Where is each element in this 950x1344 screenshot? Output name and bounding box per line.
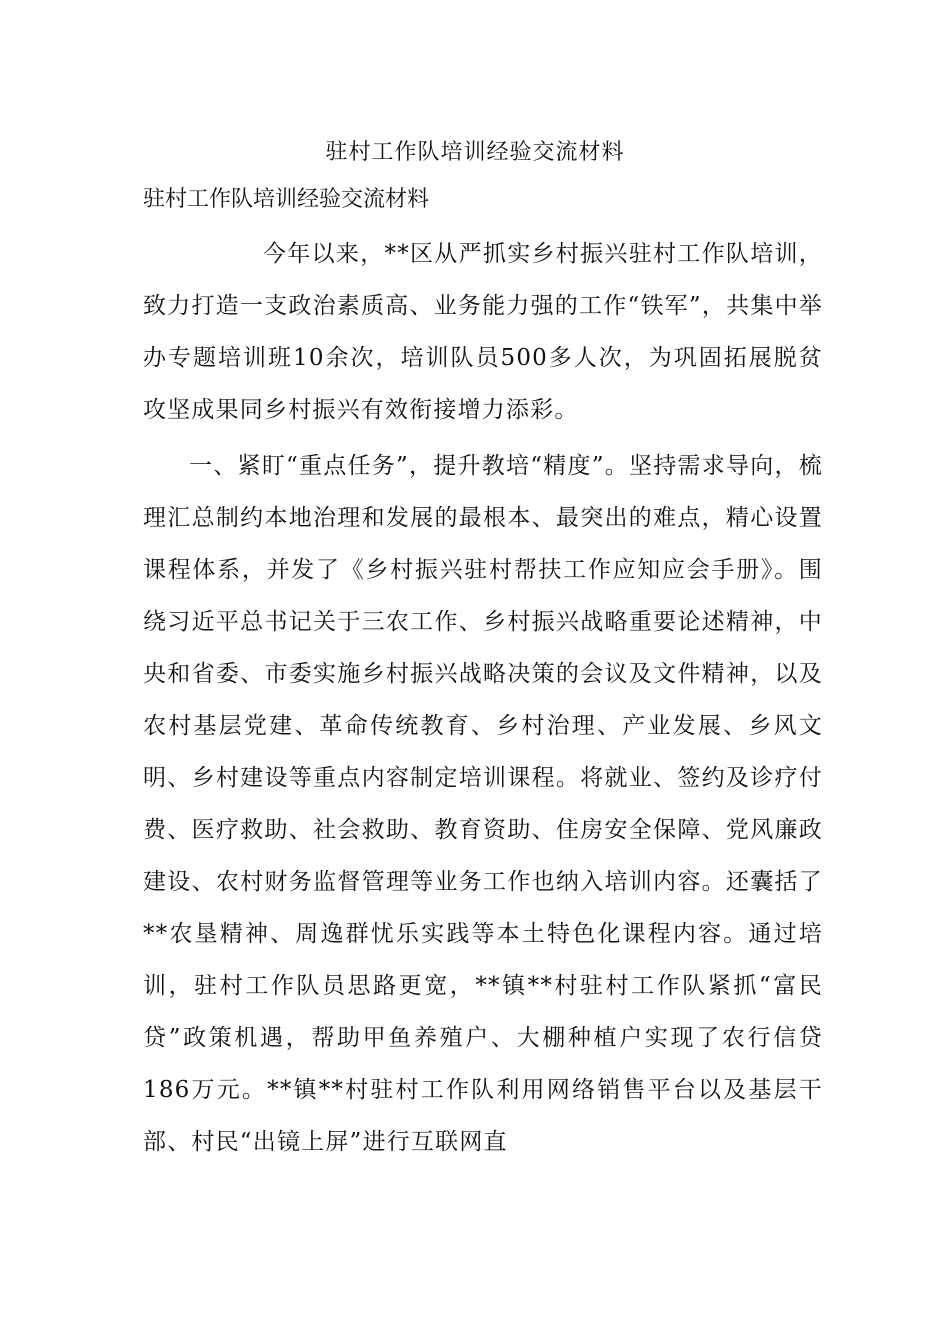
document-title: 驻村工作队培训经验交流材料 [325, 140, 625, 165]
section-one-paragraph: 一、紧盯“重点任务”，提升教培“精度”。坚持需求导向，梳理汇总制约本地治理和发展的最根本、最突出的难点，精心设置课程体系，并发了《乡村振兴驻村帮扶工作应知应会手册》。围绕习近平总书记关于三农工作、乡村振兴战略重要论述精神，中央和省委、市委实施乡村振兴战略决策的会议及文件精神，以及农村基层党建、革命传统教育、乡村治理、产业发展、乡风文明、乡村建设等重点内容制定培训课程。将就业、签约及诊疗付费、医疗救助、社会救助、教育资助、住房安全保障、党风廉政建设、农村财务监督管理等业务工作也纳入培训内容。还囊括了**农垦精神、周逸群忧乐实践等本土特色化课程内容。通过培训，驻村工作队员思路更宽，**镇**村驻村工作队紧抓“富民贷”政策机遇，帮助甲鱼养殖户、大棚种植户实现了农行信贷186万元。**镇**村驻村工作队利用网络销售平台以及基层干部、村民“出镜上屏”进行互联网直 [143, 453, 823, 1155]
intro-paragraph: 今年以来，**区从严抓实乡村振兴驻村工作队培训，致力打造一支政治素质高、业务能力强的工作“铁军”，共集中举办专题培训班10余次，培训队员500多人次，为巩固拓展脱贫攻坚成果同乡村振兴有效衔接增力添彩。 [143, 241, 823, 423]
document-body [143, 228, 823, 1168]
document-subtitle: 驻村工作队培训经验交流材料 [143, 187, 430, 212]
